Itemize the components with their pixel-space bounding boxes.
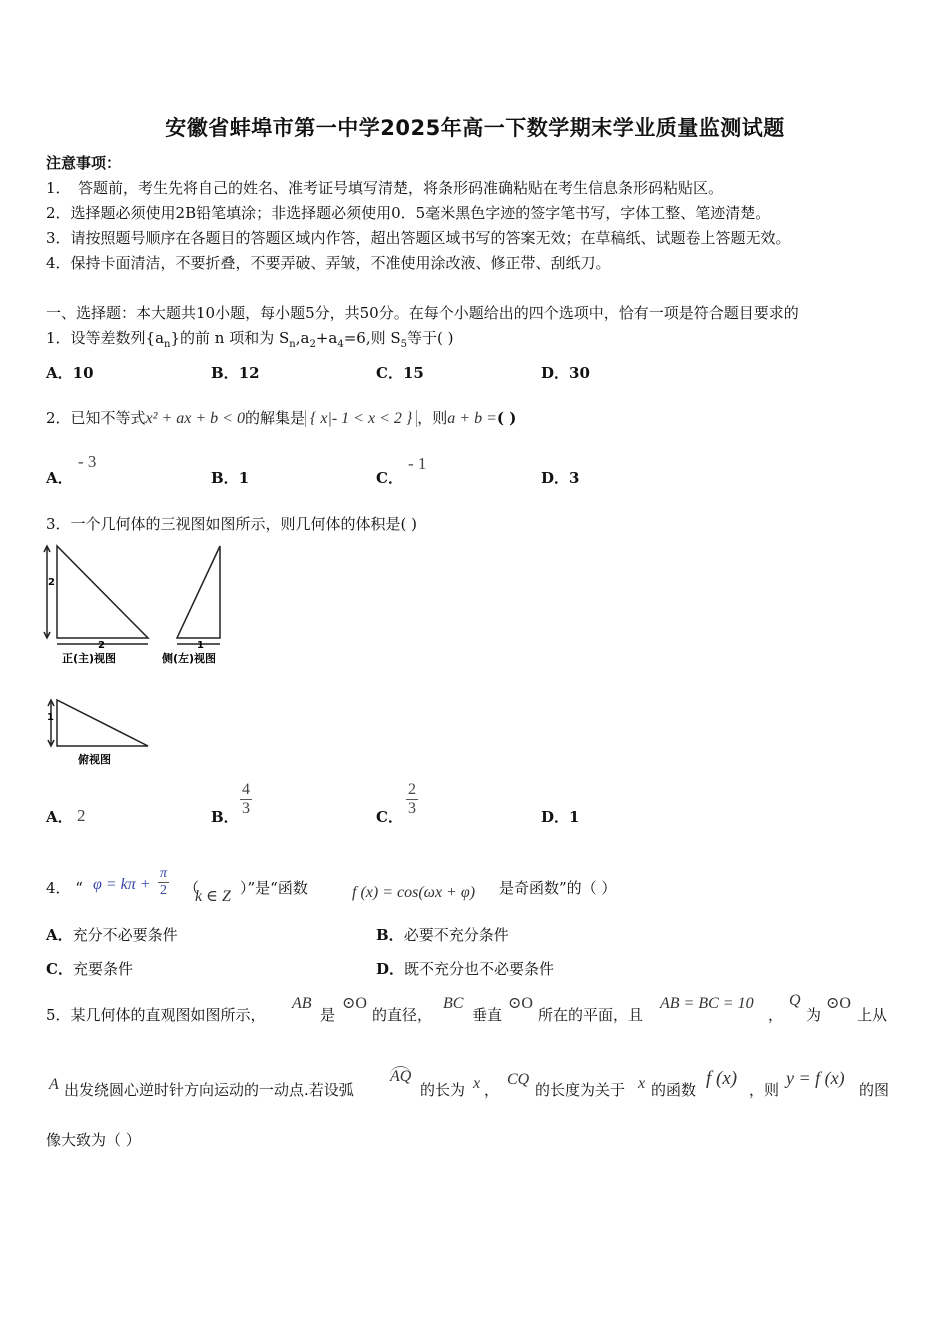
front-height-label: 2 xyxy=(48,577,55,588)
q5-text-16: 像大致为（ ） xyxy=(46,1131,141,1149)
q5-circle-o-3: ⊙O xyxy=(826,995,851,1012)
q5-q: Q xyxy=(789,992,801,1009)
q5-text-14: ，则 xyxy=(749,1081,780,1099)
option-d[interactable]: D．30 xyxy=(541,364,590,382)
option-a-value: - 3 xyxy=(78,452,97,471)
top-view xyxy=(48,700,148,746)
question-4-pre: 4． “ xyxy=(46,879,83,897)
q5-text-7: 为 xyxy=(806,1006,822,1024)
side-view-label: 侧(左)视图 xyxy=(162,652,217,665)
option-a[interactable]: A．充分不必要条件 xyxy=(46,926,178,944)
q5-arc-aq: AQ xyxy=(390,1068,412,1085)
q5-x-2: x xyxy=(638,1075,646,1092)
q4-paren: （ xyxy=(184,879,200,897)
q5-circle-o: ⊙O xyxy=(342,995,367,1012)
q5-equation: AB = BC = 10 xyxy=(660,995,754,1012)
option-c[interactable]: C．15 xyxy=(376,364,424,382)
q5-a: A xyxy=(49,1076,59,1093)
q4-function: f (x) = cos(ωx + φ) xyxy=(352,884,476,901)
q5-text-2: 是 xyxy=(320,1006,336,1024)
q4-post: 是奇函数”的（ ） xyxy=(499,879,617,897)
q5-text-13: 的函数 xyxy=(651,1081,697,1099)
top-height-label: 1 xyxy=(47,712,54,723)
notice-heading: 注意事项： xyxy=(46,154,122,172)
q5-text-10: 的长为 xyxy=(420,1081,466,1099)
q5-cq: CQ xyxy=(507,1071,530,1088)
q4-k-in-z: k ∈ Z xyxy=(195,888,231,905)
option-a-value: 2 xyxy=(77,806,86,825)
q5-text-3: 的直径， xyxy=(372,1006,433,1024)
q5-y-fx: y = f (x) xyxy=(786,1068,845,1088)
notice-item: 4．保持卡面清洁，不要折叠，不要弄破、弄皱，不准使用涂改液、修正带、刮纸刀。 xyxy=(46,254,611,272)
q5-text-9: 出发绕圆心逆时针方向运动的一动点.若设弧 xyxy=(64,1081,354,1099)
option-a[interactable]: A． xyxy=(46,469,73,487)
top-view-label: 俯视图 xyxy=(78,753,111,766)
option-d[interactable]: D．1 xyxy=(541,808,580,826)
option-c[interactable]: C． xyxy=(376,469,403,487)
option-c[interactable]: C．充要条件 xyxy=(46,960,133,978)
q4-fraction: $\frac{\pi}{2}$ xyxy=(160,866,168,898)
notice-item: 3．请按照题号顺序在各题目的答题区域内作答，超出答题区域书写的答案无效；在草稿纸、试题卷上答题无效。 xyxy=(46,229,791,247)
option-d[interactable]: D．3 xyxy=(541,469,580,487)
side-width-label: 1 xyxy=(197,640,204,651)
page-title: 安徽省蚌埠市第一中学2025年高一下数学期末学业质量监测试题 xyxy=(165,116,785,140)
front-view-label: 正(主)视图 xyxy=(62,652,117,665)
option-b[interactable]: B．必要不充分条件 xyxy=(376,926,509,944)
q5-ab: AB xyxy=(292,995,312,1012)
q5-text-4: 垂直 xyxy=(472,1006,503,1024)
q5-text-1: 5．某几何体的直观图如图所示， xyxy=(46,1006,266,1024)
q5-text-11: ， xyxy=(484,1081,500,1099)
notice-item: 1． 答题前，考生先将自己的姓名、准考证号填写清楚，将条形码准确粘贴在考生信息条形码粘贴区。 xyxy=(46,179,724,197)
option-b[interactable]: B．1 xyxy=(211,469,250,487)
q5-fx: f (x) xyxy=(706,1068,738,1089)
q5-text-15: 的图 xyxy=(859,1081,890,1099)
q5-text-12: 的长度为关于 xyxy=(535,1081,626,1099)
option-a[interactable]: A． xyxy=(46,808,73,826)
option-c[interactable]: C． xyxy=(376,808,403,826)
option-c-value: - 1 xyxy=(408,454,427,473)
notice-item: 2．选择题必须使用2B铅笔填涂；非选择题必须使用0．5毫米黑色字迹的签字笔书写，字体工整、笔迹清楚。 xyxy=(46,204,771,222)
three-view-figure xyxy=(40,538,240,768)
option-b-fraction: $\frac{4}{3}$ xyxy=(242,781,250,817)
q5-bc: BC xyxy=(443,995,464,1012)
q5-text-8: 上从 xyxy=(857,1006,888,1024)
q5-x: x xyxy=(473,1075,481,1092)
q5-circle-o-2: ⊙O xyxy=(508,995,533,1012)
front-width-label: 2 xyxy=(98,640,105,651)
option-c-fraction: $\frac{2}{3}$ xyxy=(408,781,416,817)
q5-text-6: ， xyxy=(768,1006,784,1024)
question-1: 1．设等差数列$\{a_n\}$的前 n 项和为 $S_n,a_2+a_4=6$,则 $S_5$等于( ) xyxy=(46,329,454,350)
q5-text-5: 所在的平面，且 xyxy=(538,1006,644,1024)
question-3: 3．一个几何体的三视图如图所示，则几何体的体积是( ) xyxy=(46,515,418,533)
option-b[interactable]: B． xyxy=(211,808,239,826)
option-a[interactable]: A．10 xyxy=(46,364,94,382)
section-heading: 一、选择题：本大题共10小题，每小题5分，共50分。在每个小题给出的四个选项中，恰有一项是符合题目要求的 xyxy=(46,304,799,322)
front-view xyxy=(44,546,148,644)
option-b[interactable]: B．12 xyxy=(211,364,260,382)
side-view xyxy=(177,546,220,644)
q4-mid: ）”是“函数 xyxy=(240,879,308,897)
q4-condition: φ = kπ + xyxy=(93,876,151,893)
option-d[interactable]: D．既不充分也不必要条件 xyxy=(376,960,555,978)
question-2: 2．已知不等式x² + ax + b < 0的解集是 { x|- 1 < x < 2 } ，则a + b =( ) xyxy=(46,409,517,427)
